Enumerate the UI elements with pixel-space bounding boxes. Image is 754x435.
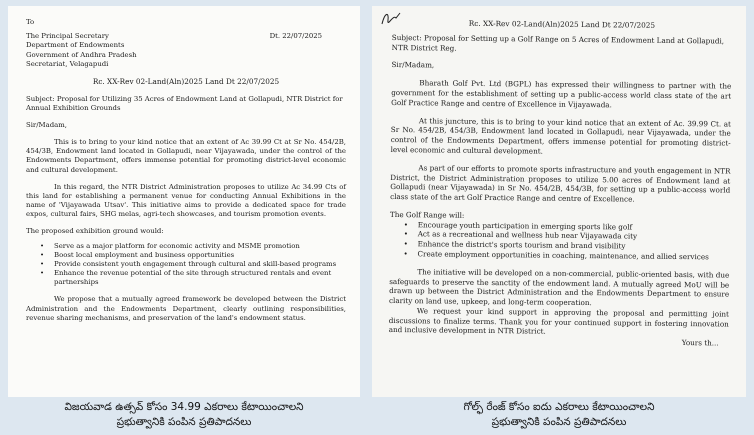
salutation: Sir/Madam, xyxy=(391,60,435,70)
list-title: The Golf Range will: xyxy=(389,209,465,220)
list-item: • Enhance the revenue potential of the site through structured rentals and event partnerships xyxy=(36,269,346,287)
caption-line: ప్రభుత్వానికి పంపిన ప్రతిపాదనలు xyxy=(491,416,627,429)
list-title: The proposed exhibition ground would: xyxy=(26,227,164,236)
right-caption xyxy=(372,400,746,430)
bullet-list xyxy=(26,242,346,288)
salutation: Sir/Madam, xyxy=(26,120,67,129)
letter-subject: Subject: Proposal for Utilizing 35 Acres of Endowment Land at Gollapudi, NTR District for Annual Exhibition Grounds xyxy=(26,94,343,112)
right-letter xyxy=(372,6,746,397)
bullet-list xyxy=(389,220,729,263)
list-item: • Boost local employment and business opportunities xyxy=(36,251,346,260)
left-letter xyxy=(8,6,360,397)
paragraph: We propose that a mutually agreed framework be developed between the District Administration and the Endowments Department, clearly outlining responsibilities, revenue sharing mechanisms, and preservation of the land's endowment status. xyxy=(26,295,346,322)
letter-date: Dt. 22/07/2025 xyxy=(269,32,322,41)
recipient-line: Secretariat, Velagapudi xyxy=(26,59,109,68)
recipient-line: The Principal Secretary xyxy=(26,32,109,41)
list-item: • Encourage youth participation in emerging sports like golf xyxy=(400,220,730,233)
list-item: • Serve as a major platform for economic activity and MSME promotion xyxy=(36,242,346,251)
reference-number: Rc. XX-Rev 02-Land(Aln)2025 Land Dt 22/07/2025 xyxy=(92,76,280,86)
left-caption xyxy=(8,400,360,430)
address-block xyxy=(26,32,346,69)
paragraph: The initiative will be developed on a non-commercial, public-oriented basis, with due safeguards to preserve the sanctity of the endowment land. A mutually agreed MoU will be drawn up between the District Administration and the Endowments Department to ensure clarity on land use, upkeep, and long-term cooperation. xyxy=(388,267,730,308)
reference-number: Rc. XX-Rev 02-Land(Aln)2025 Land Dt 22/07/2025 xyxy=(468,18,656,30)
paragraph: As part of our efforts to promote sports infrastructure and youth engagement in NTR District, the District Administration proposes to utilize 5.00 acres of Endowment land at Gollapudi (near Vijayawada) in Sr No. 454/2B, 454/3B, for setting up a public-access world class state of the art Golf Practice Range and centre of Excellence. xyxy=(390,163,731,204)
paragraph: We request your kind support in approving the proposal and permitting joint discussions to finalize terms. Thank you for your continued support in fostering innovation and inclusive development in NTR District. xyxy=(388,306,729,337)
closing-fragment: Yours th... xyxy=(681,338,719,348)
recipient-line: Government of Andhra Pradesh xyxy=(26,50,137,59)
paragraph: Bharath Golf Pvt. Ltd (BGPL) has expressed their willingness to partner with the government for the establishment of setting up a public-access world class state of the art Golf Practice Range and centre of Excellence in Vijayawada. xyxy=(391,78,732,110)
caption-line: గోల్ఫ్ రేంజ్ కోసం ఐదు ఎకరాలు కేటాయించాలని xyxy=(463,401,655,413)
caption-line: ప్రభుత్వానికి పంపిన ప్రతిపాదనలు xyxy=(116,416,252,429)
list-item: • Create employment opportunities in coaching, maintenance, and allied services xyxy=(399,249,729,262)
paragraph: In this regard, the NTR District Administration proposes to utilize Ac 34.99 Cts of this land for establishing a permanent venue for conducting Annual Exhibitions in the name of 'Vijayawada Utsav'. This initiative aims to provide a dedicated space for trade expos, cultural fairs, SHG melas, agri-tech showcases, and tourism promotion events. xyxy=(26,182,346,219)
list-item: • Enhance the district's sports tourism and brand visibility xyxy=(400,239,730,252)
letter-subject: Subject: Proposal for Setting up a Golf Range on 5 Acres of Endowment Land at Gollapudi, NTR District Reg. xyxy=(391,32,725,53)
letter-to: To xyxy=(26,18,35,26)
list-item: • Provide consistent youth engagement through cultural and skill-based programs xyxy=(36,260,346,269)
paragraph: This is to bring to your kind notice that an extent of Ac 39.99 Ct at Sr No. 454/2B, 454/3B, Endowment land located in Gollapudi, near Vijayawada, under the control of the Endowments Department, offers immense potential for promoting district-level economic and cultural development. xyxy=(26,138,346,174)
caption-line: విజయవాడ ఉత్సవ్ కోసం 34.99 ఎకరాలు కేటాయించాలని xyxy=(64,401,304,413)
list-item: • Act as a recreational and wellness hub near Vijayawada city xyxy=(400,230,730,243)
recipient-line: Department of Endowments xyxy=(26,41,125,50)
paragraph: At this juncture, this is to bring to your kind notice that an extent of Ac. 39.99 Ct. at Sr No. 454/2B, 454/3B, Endowment land located in Gollapudi, near Vijayawada, under the control of the Endowments Department, offers immense potential for promoting district-level economic and cultural development. xyxy=(390,115,731,156)
